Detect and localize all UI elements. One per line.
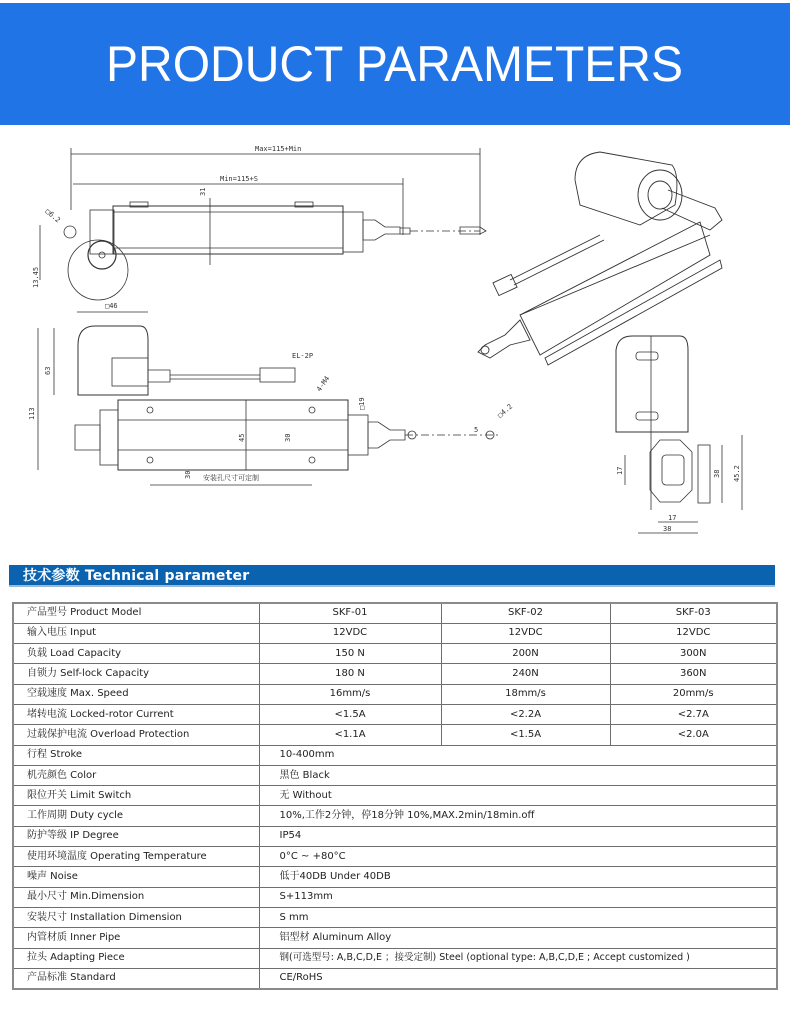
- cell-value: 240N: [441, 664, 610, 684]
- cell-value: <2.0A: [610, 725, 777, 745]
- row-label: 空载速度 Max. Speed: [13, 684, 259, 704]
- table-row: [13, 603, 777, 623]
- cell-value: S mm: [259, 907, 777, 927]
- dim-45-2-label: 45.2: [733, 465, 741, 482]
- side-view-drawing: [32, 145, 486, 300]
- table-row: [13, 644, 777, 664]
- row-label: 使用环境温度 Operating Temperature: [13, 847, 259, 867]
- hole-label: □6.2: [43, 207, 62, 225]
- row-label: 安装尺寸 Installation Dimension: [13, 907, 259, 927]
- cell-value: 12VDC: [441, 623, 610, 643]
- row-label: 限位开关 Limit Switch: [13, 786, 259, 806]
- tip-hole-label: □4.2: [496, 402, 515, 420]
- cell-value: 150 N: [259, 644, 441, 664]
- cell-value: 12VDC: [610, 623, 777, 643]
- cell-value: <1.1A: [259, 725, 441, 745]
- max-dimension-label: Max=115+Min: [255, 145, 302, 153]
- cell-value: IP54: [259, 826, 777, 846]
- table-row: [13, 765, 777, 785]
- table-row: [13, 826, 777, 846]
- table-row: [13, 806, 777, 826]
- tip-5-label: 5: [474, 426, 479, 434]
- row-label: 拉头 Adapting Piece: [13, 948, 259, 968]
- row-label: 机壳颜色 Color: [13, 765, 259, 785]
- row-label: 产品型号 Product Model: [13, 603, 259, 623]
- cell-value: 无 Without: [259, 786, 777, 806]
- cell-value: <2.2A: [441, 704, 610, 724]
- row-label: 内管材质 Inner Pipe: [13, 928, 259, 948]
- cell-value: SKF-03: [610, 603, 777, 623]
- row-label: 堵转电流 Locked-rotor Current: [13, 704, 259, 724]
- cell-value: SKF-02: [441, 603, 610, 623]
- row-label: 输入电压 Input: [13, 623, 259, 643]
- width-46-label: □46: [105, 302, 118, 310]
- dim-38-vertical-label: 38: [713, 469, 721, 478]
- cell-value: 10-400mm: [259, 745, 777, 765]
- table-row: [13, 725, 777, 745]
- isometric-view-drawing: [478, 152, 722, 365]
- min-dimension-label: Min=115+S: [220, 175, 258, 183]
- row-label: 产品标准 Standard: [13, 968, 259, 988]
- table-row: [13, 948, 777, 968]
- table-row: [13, 847, 777, 867]
- table-row: [13, 745, 777, 765]
- table-row: [13, 867, 777, 887]
- cell-value: CE/RoHS: [259, 968, 777, 988]
- cell-value: 低于40DB Under 40DB: [259, 867, 777, 887]
- dim-17-bottom-label: 17: [668, 514, 677, 522]
- row-label: 噪声 Noise: [13, 867, 259, 887]
- height-31-label: 31: [199, 187, 207, 196]
- spec-table: [12, 602, 778, 990]
- dim-30b-label: 30: [284, 433, 292, 442]
- thread-label: 4-M4: [315, 374, 332, 394]
- table-row: [13, 623, 777, 643]
- technical-drawing: [0, 130, 790, 550]
- table-row: [13, 664, 777, 684]
- cell-value: 铝型材 Aluminum Alloy: [259, 928, 777, 948]
- top-view-drawing: [28, 302, 514, 485]
- end-view-drawing: [616, 336, 742, 533]
- mounting-note: 安装孔尺寸可定制: [203, 474, 259, 482]
- cell-value: 20mm/s: [610, 684, 777, 704]
- section-header: [9, 565, 775, 587]
- cell-value: 10%,工作2分钟，停18分钟 10%,MAX.2min/18min.off: [259, 806, 777, 826]
- header-banner: [0, 3, 790, 125]
- table-row: [13, 704, 777, 724]
- dim-45-label: 45: [238, 433, 246, 442]
- cell-value: SKF-01: [259, 603, 441, 623]
- row-label: 自锁力 Self-lock Capacity: [13, 664, 259, 684]
- cell-value: 钢(可选型号: A,B,C,D,E ；接受定制) Steel (optional type: A,B,C,D,E ; Accept customized ): [259, 948, 777, 968]
- table-row: [13, 684, 777, 704]
- table-row: [13, 907, 777, 927]
- row-label: 最小尺寸 Min.Dimension: [13, 887, 259, 907]
- height-113-label: 113: [28, 407, 36, 420]
- cell-value: 180 N: [259, 664, 441, 684]
- table-row: [13, 968, 777, 988]
- cell-value: 黑色 Black: [259, 765, 777, 785]
- cell-value: 16mm/s: [259, 684, 441, 704]
- cell-value: 12VDC: [259, 623, 441, 643]
- table-row: [13, 928, 777, 948]
- cell-value: <2.7A: [610, 704, 777, 724]
- connector-label: EL-2P: [292, 352, 314, 360]
- cell-value: 360N: [610, 664, 777, 684]
- row-label: 防护等级 IP Degree: [13, 826, 259, 846]
- cell-value: 0°C ~ +80°C: [259, 847, 777, 867]
- page-title: PRODUCT PARAMETERS: [106, 36, 684, 92]
- cell-value: S+113mm: [259, 887, 777, 907]
- row-label: 行程 Stroke: [13, 745, 259, 765]
- dim-17-left-label: 17: [616, 466, 624, 475]
- table-row: [13, 786, 777, 806]
- cell-value: <1.5A: [259, 704, 441, 724]
- cell-value: 300N: [610, 644, 777, 664]
- dim-38-bottom-label: 38: [663, 525, 672, 533]
- height-63-label: 63: [44, 366, 52, 375]
- offset-label: 13.45: [32, 266, 40, 288]
- table-row: [13, 887, 777, 907]
- cell-value: 200N: [441, 644, 610, 664]
- row-label: 工作周期 Duty cycle: [13, 806, 259, 826]
- row-label: 过载保护电流 Overload Protection: [13, 725, 259, 745]
- row-label: 负载 Load Capacity: [13, 644, 259, 664]
- cell-value: <1.5A: [441, 725, 610, 745]
- cell-value: 18mm/s: [441, 684, 610, 704]
- dim-30a-label: 30: [184, 470, 192, 479]
- rod-19-label: □19: [358, 397, 366, 410]
- section-title: 技术参数 Technical parameter: [23, 568, 250, 584]
